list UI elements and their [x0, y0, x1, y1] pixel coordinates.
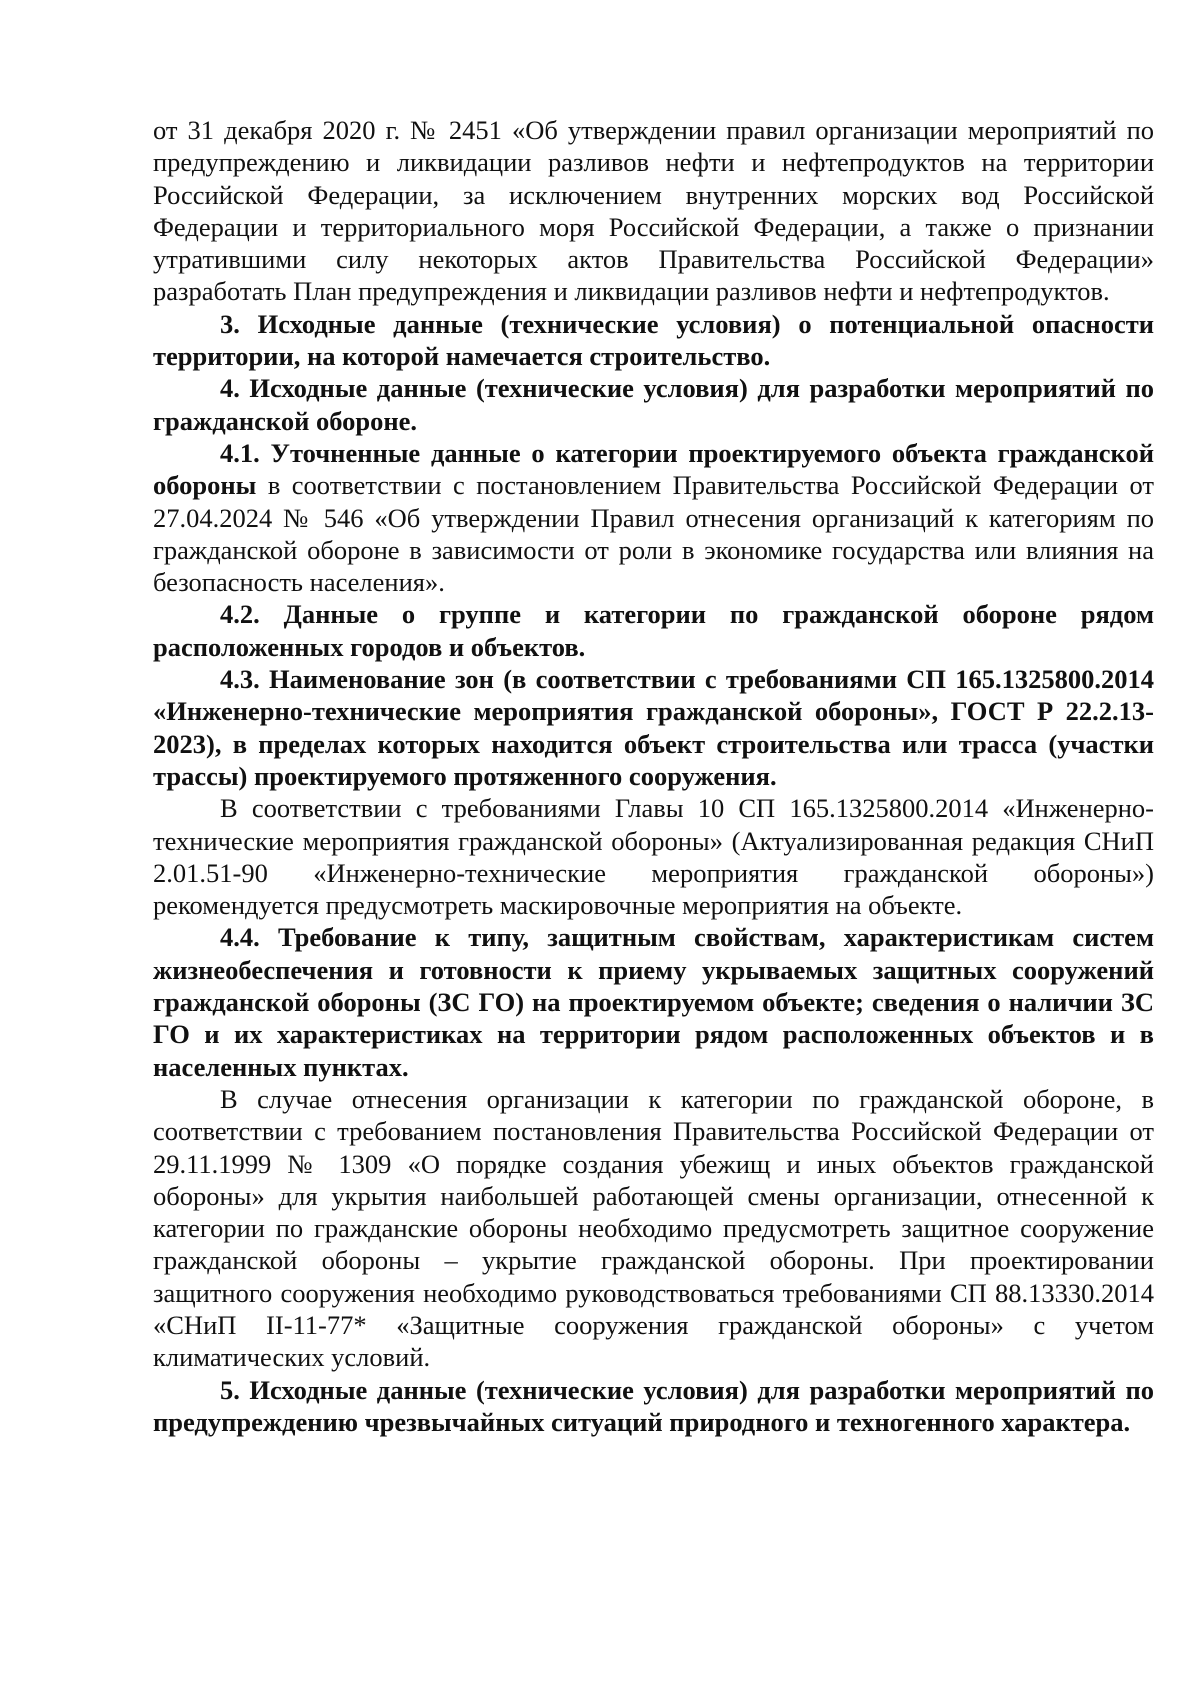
section-4-2-heading	[153, 598, 1154, 663]
section-4-3-body	[153, 792, 1154, 921]
section-heading-text: 4.3. Наименование зон (в соответствии с требованиями СП 165.1325800.2014 «Инженерно-технические мероприятия гражданской обороны», ГОСТ Р 22.2.13-2023), в пределах которых находится объект строительства или трасса (участки трассы) проектируемого протяженного сооружения.	[153, 664, 1154, 791]
section-3-heading	[153, 308, 1154, 373]
section-heading-text: 4.1. Уточненные данные о категории проектируемого объекта гражданской обороны	[153, 437, 1154, 501]
paragraph-text: от 31 декабря 2020 г. № 2451 «Об утверждении правил организации мероприятий по предупреждению и ликвидации разливов нефти и нефтепродуктов на территории Российской Федерации, за исключением внутренних морских вод Российской Федерации и территориального моря Российской Федерации, а также о признании утратившими силу некоторых актов Правительства Российской Федерации» разработать План предупреждения и ликвидации разливов нефти и нефтепродуктов.	[153, 115, 1154, 307]
paragraph-text: в соответствии с постановлением Правительства Российской Федерации от 27.04.2024 № 546 «Об утверждении Правил отнесения организаций к категориям по гражданской обороне в зависимости от роли в экономике государства или влияния на безопасность населения».	[153, 470, 1154, 598]
section-heading-text: 4.4. Требование к типу, защитным свойствам, характеристикам систем жизнеобеспечения и готовности к приему укрываемых защитных сооружений гражданской обороны (ЗС ГО) на проектируемом объекте; сведения о наличии ЗС ГО и их характеристиках на территории рядом расположенных объектов и в населенных пунктах.	[153, 922, 1154, 1082]
section-4-3-heading	[153, 663, 1154, 792]
section-4-4-heading	[153, 921, 1154, 1082]
section-4-1-paragraph	[153, 437, 1154, 598]
section-4-heading	[153, 372, 1154, 437]
paragraph-intro-continuation	[153, 114, 1154, 308]
section-5-heading	[153, 1374, 1154, 1439]
section-heading-text: 4.2. Данные о группе и категории по гражданской обороне рядом расположенных городов и объектов.	[153, 599, 1154, 662]
document-page	[153, 114, 1154, 1438]
section-heading-text: 5. Исходные данные (технические условия) для разработки мероприятий по предупреждению чрезвычайных ситуаций природного и техногенного характера.	[153, 1374, 1154, 1437]
section-heading-text: 3. Исходные данные (технические условия) о потенциальной опасности территории, на которой намечается строительство.	[153, 308, 1154, 372]
paragraph-text: В соответствии с требованиями Главы 10 СП 165.1325800.2014 «Инженерно-технические мероприятия гражданской обороны» (Актуализированная редакция СНиП 2.01.51-90 «Инженерно-технические мероприятия гражданской обороны») рекомендуется предусмотреть маскировочные мероприятия на объекте.	[153, 793, 1154, 921]
section-4-4-body	[153, 1083, 1154, 1374]
paragraph-text: В случае отнесения организации к категории по гражданской обороне, в соответствии с требованием постановления Правительства Российской Федерации от 29.11.1999 № 1309 «О порядке создания убежищ и иных объектов гражданской обороны» для укрытия наибольшей работающей смены организации, отнесенной к категории по гражданские обороны необходимо предусмотреть защитное сооружение гражданской обороны – укрытие гражданской обороны. При проектировании защитного сооружения необходимо руководствоваться требованиями СП 88.13330.2014 «СНиП II-11-77* «Защитные сооружения гражданской обороны» с учетом климатических условий.	[153, 1083, 1154, 1373]
section-heading-text: 4. Исходные данные (технические условия) для разработки мероприятий по гражданской обороне.	[153, 373, 1154, 436]
